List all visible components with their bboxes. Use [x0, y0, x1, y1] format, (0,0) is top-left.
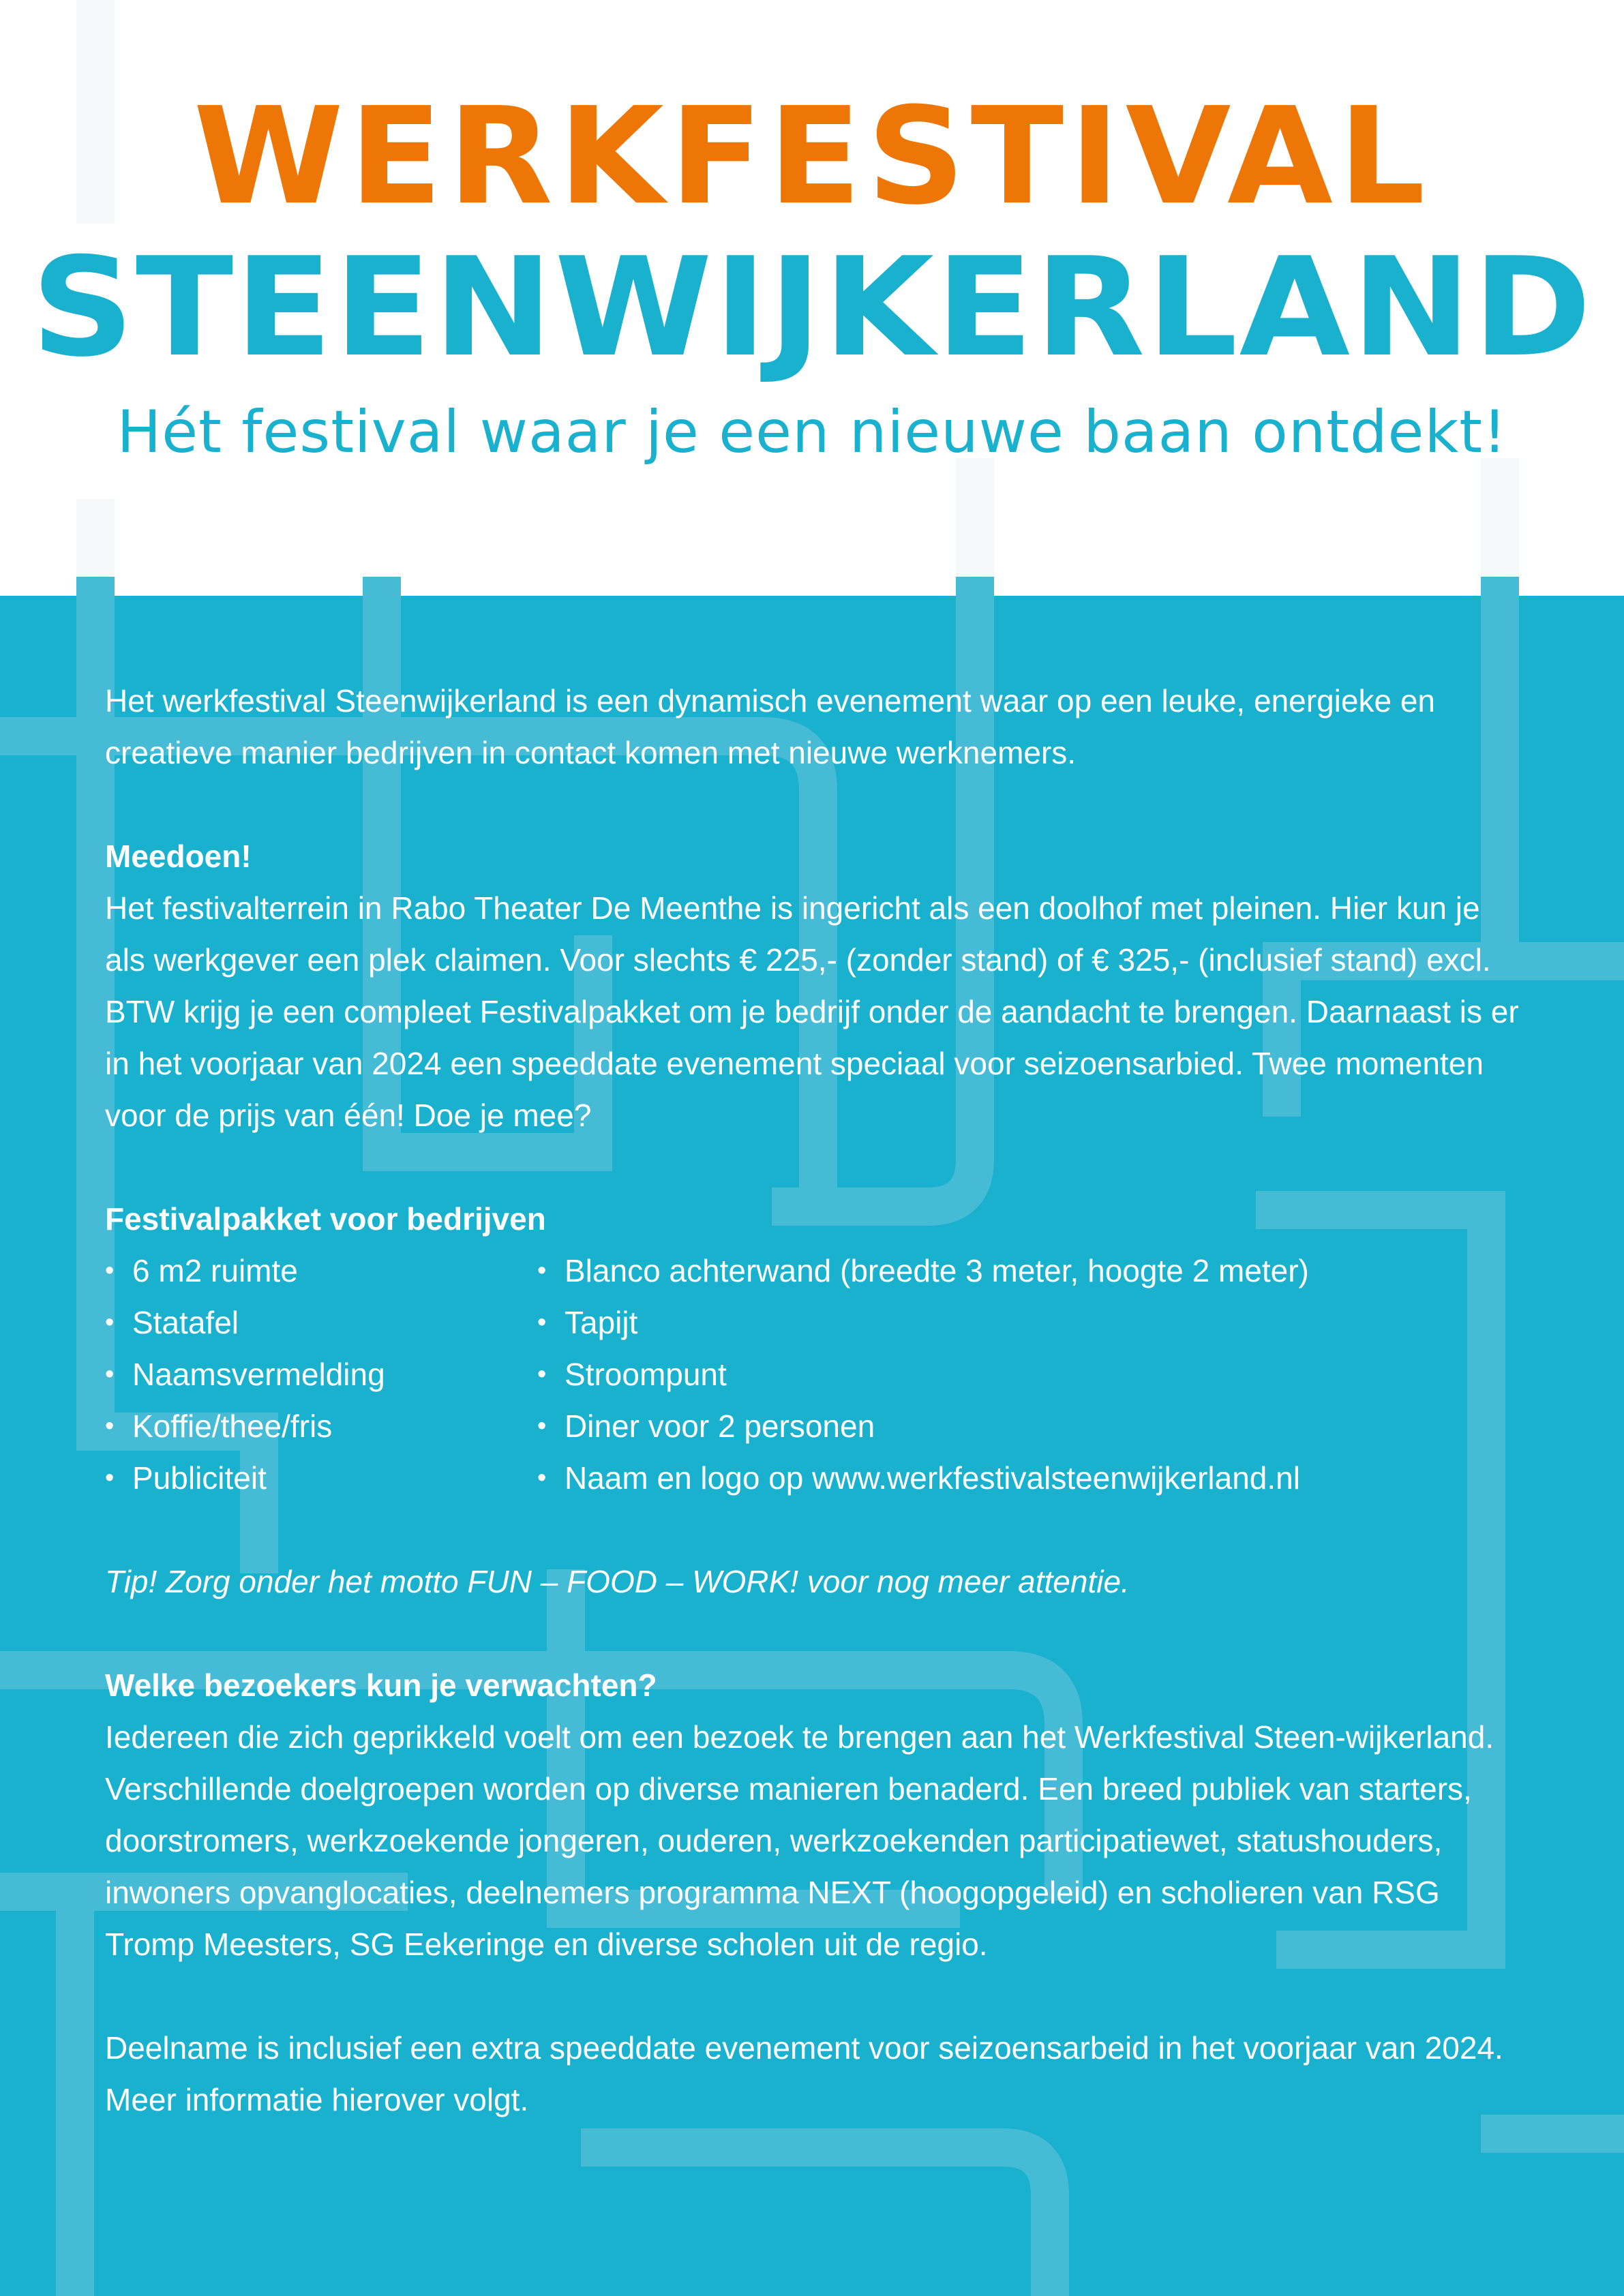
festivalpakket-heading: Festivalpakket voor bedrijven: [105, 1201, 546, 1237]
header: [0, 0, 1624, 596]
title-steenwijkerland: STEENWIJKERLAND: [31, 228, 1593, 387]
intro-paragraph: Het werkfestival Steenwijkerland is een dynamisch evenement waar op een leuke, energieke en creatieve manier bedrijven in contact komen met nieuwe werknemers.: [105, 683, 1435, 770]
list-item: • Diner voor 2 personen: [537, 1400, 1309, 1452]
list-item: • 6 m2 ruimte: [105, 1245, 537, 1297]
list-item: • Publiciteit: [105, 1452, 537, 1504]
body-content: [105, 675, 1523, 2126]
list-item: • Koffie/thee/fris: [105, 1400, 537, 1452]
list-item: • Naamsvermelding: [105, 1348, 537, 1400]
tagline: Hét festival waar je een nieuwe baan ontdekt!: [117, 398, 1507, 466]
bezoekers-heading: Welke bezoekers kun je verwachten?: [105, 1667, 657, 1703]
list-item: • Naam en logo op www.werkfestivalsteenwijkerland.nl: [537, 1452, 1309, 1504]
tip-text: Tip! Zorg onder het motto FUN – FOOD – WORK! voor nog meer attentie.: [105, 1564, 1130, 1599]
meedoen-heading: Meedoen!: [105, 839, 252, 874]
list-item: • Stroompunt: [537, 1348, 1309, 1400]
bezoekers-paragraph: Iedereen die zich geprikkeld voelt om een bezoek te brengen aan het Werkfestival Steen-wijkerland. Verschillende doelgroepen worden op diverse manieren benaderd. Een breed publiek van starters, doorstromers, werkzoekende jongeren, ouderen, werkzoekenden participatiewet, statushouders, inwoners opvanglocaties, deelnemers programma NEXT (hoogopgeleid) en scholieren van RSG Tromp Meesters, SG Eekeringe en diverse scholen uit de regio.: [105, 1719, 1494, 1962]
package-column-left: [105, 1245, 537, 1504]
list-item: • Statafel: [105, 1297, 537, 1348]
list-item: • Blanco achterwand (breedte 3 meter, hoogte 2 meter): [537, 1245, 1309, 1297]
meedoen-paragraph: Het festivalterrein in Rabo Theater De Meenthe is ingericht als een doolhof met pleinen. Hier kun je als werkgever een plek claimen. Voor slechts € 225,- (zonder stand) of € 325,- (inclusief stand) excl. BTW krijg je een compleet Festivalpakket om je bedrijf onder de aandacht te brengen. Daarnaast is er in het voorjaar van 2024 een speeddate evenement speciaal voor seizoensarbied. Twee momenten voor de prijs van één! Doe je mee?: [105, 890, 1519, 1133]
list-item: • Tapijt: [537, 1297, 1309, 1348]
package-column-right: [537, 1245, 1309, 1504]
festivalpakket-list: [105, 1245, 1523, 1504]
deelname-paragraph: Deelname is inclusief een extra speeddate evenement voor seizoensarbeid in het voorjaar van 2024. Meer informatie hierover volgt.: [105, 2030, 1503, 2117]
title-werkfestival: WERKFESTIVAL: [193, 79, 1431, 235]
